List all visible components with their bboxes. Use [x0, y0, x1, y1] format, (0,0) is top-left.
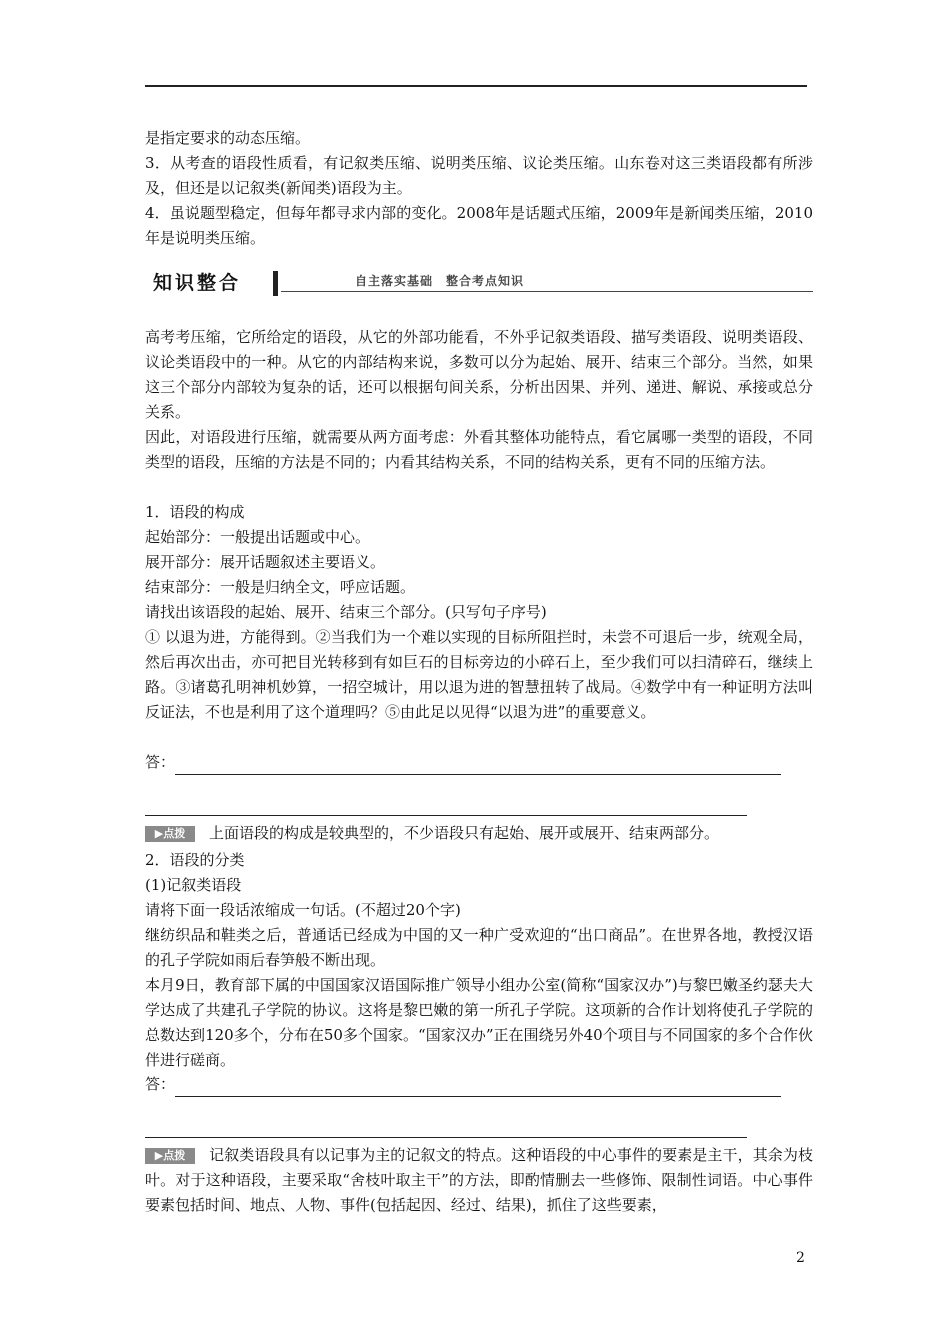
- passage-2b: 本月9日，教育部下属的中国国家汉语国际推广领导小组办公室(简称“国家汉办”)与黎巴嫩圣约瑟夫大学达成了共建孔子学院的协议。这将是黎巴嫩的第一所孔子学院。这项新的合作计划将使孔子学院的总数达到120多个，分布在50多个国家。“国家汉办”正在围绕另外40个项目与不同国家的多个合作伙伴进行磋商。: [145, 976, 813, 1069]
- develop-part: 展开部分：展开话题叙述主要语义。: [145, 553, 386, 571]
- page-number: 2: [796, 1250, 805, 1266]
- section-line: [281, 291, 813, 292]
- start-part: 起始部分：一般提出话题或中心。: [145, 528, 371, 546]
- intro-point4: 4．虽说题型稳定，但每年都寻求内部的变化。2008年是话题式压缩，2009年是新闻类压缩，2010年是说明类压缩。: [145, 204, 813, 247]
- section-header: [145, 269, 813, 299]
- tip-badge: ▶点拨: [145, 826, 195, 842]
- answer-label: 答：: [145, 1075, 176, 1093]
- intro-point3: 3．从考查的语段性质看，有记叙类压缩、说明类压缩、议论类压缩。山东卷对这三类语段都有所涉及，但还是以记叙类(新闻类)语段为主。: [145, 154, 813, 197]
- answer-label: 答：: [145, 753, 176, 771]
- section-title: 知识整合: [153, 272, 242, 294]
- body-paragraph-2: 因此，对语段进行压缩，就需要从两方面考虑：外看其整体功能特点，看它属哪一类型的语段，不同类型的语段，压缩的方法是不同的；内看其结构关系，不同的结构关系，更有不同的压缩方法。: [145, 428, 813, 471]
- answer-row-2: [145, 1072, 813, 1097]
- tip-badge: ▶点拨: [145, 1148, 195, 1164]
- subheading-narrative: (1)记叙类语段: [145, 876, 242, 894]
- section-bar: [273, 271, 278, 296]
- section-subtitle: 自主落实基础 整合考点知识: [355, 274, 525, 288]
- question-1: 请找出该语段的起始、展开、结束三个部分。(只写句子序号): [145, 603, 547, 621]
- end-part: 结束部分：一般是归纳全文，呼应话题。: [145, 578, 416, 596]
- answer-blank-line[interactable]: [145, 1137, 747, 1138]
- heading-classification: 2．语段的分类: [145, 851, 245, 869]
- passage-2a: 继纺织品和鞋类之后，普通话已经成为中国的又一种广受欢迎的“出口商品”。在世界各地，教授汉语的孔子学院如雨后春笋般不断出现。: [145, 926, 813, 969]
- intro-line1: 是指定要求的动态压缩。: [145, 129, 311, 147]
- heading-structure: 1．语段的构成: [145, 503, 245, 521]
- answer-line[interactable]: [175, 1079, 781, 1097]
- tip-1: ▶点拨 上面语段的构成是较典型的，不少语段只有起始、展开或展开、结束两部分。: [145, 821, 813, 846]
- tip-2: ▶点拨 记叙类语段具有以记事为主的记叙文的特点。这种语段的中心事件的要素是主干，其余为枝叶。对于这种语段，主要采取“舍枝叶取主干”的方法，即酌情删去一些修饰、限制性词语。中心事件要素包括时间、地点、人物、事件(包括起因、经过、结果)，抓住了这些要素，: [145, 1146, 813, 1214]
- header-rule: [145, 85, 807, 87]
- answer-blank-line[interactable]: [145, 815, 747, 816]
- question-2: 请将下面一段话浓缩成一句话。(不超过20个字): [145, 901, 461, 919]
- passage-1: ① 以退为进，方能得到。②当我们为一个难以实现的目标所阻拦时，未尝不可退后一步，统观全局，然后再次出击，亦可把目光转移到有如巨石的目标旁边的小碎石上，至少我们可以扫清碎石，继续上路。③诸葛孔明神机妙算，一招空城计，用以退为进的智慧扭转了战局。④数学中有一种证明方法叫反证法，不也是利用了这个道理吗？⑤由此足以见得“以退为进”的重要意义。: [145, 628, 813, 721]
- body-paragraph-1: 高考考压缩，它所给定的语段，从它的外部功能看，不外乎记叙类语段、描写类语段、说明类语段、议论类语段中的一种。从它的内部结构来说，多数可以分为起始、展开、结束三个部分。当然，如果这三个部分内部较为复杂的话，还可以根据句间关系，分析出因果、并列、递进、解说、承接或总分关系。: [145, 328, 813, 421]
- answer-row-1: [145, 750, 813, 775]
- answer-line[interactable]: [175, 757, 781, 775]
